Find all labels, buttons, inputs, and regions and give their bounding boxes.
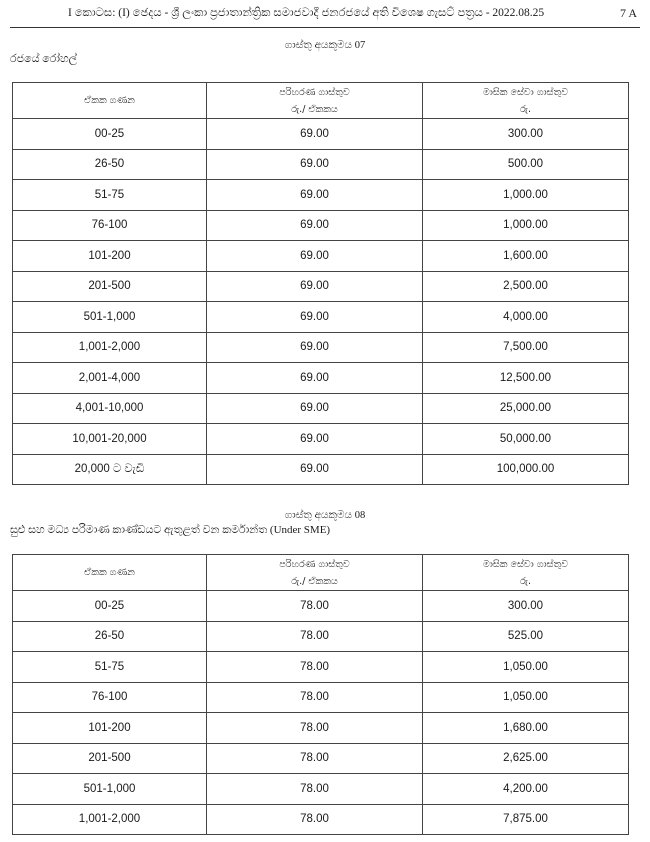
usage-charge-header-line2: රු./ ඒකකය xyxy=(291,575,338,587)
service-charge-cell: 1,050.00 xyxy=(423,652,629,683)
usage-charge-cell: 78.00 xyxy=(207,743,423,774)
table-row xyxy=(13,119,629,150)
tariff-08-subtitle: සුළු සහ මධ්‍ය පරිමාණ කාණ්ඩයට ඇතුළත් වන කර්මාන්ත (Under SME) xyxy=(10,524,331,536)
units-cell: 76-100 xyxy=(13,210,207,241)
usage-charge-column-header xyxy=(207,83,423,119)
service-charge-cell: 1,680.00 xyxy=(423,713,629,744)
page-number: 7 A xyxy=(619,6,637,20)
table-row xyxy=(13,652,629,683)
usage-charge-cell: 78.00 xyxy=(207,652,423,683)
usage-charge-column-header xyxy=(207,555,423,591)
table-row xyxy=(13,271,629,302)
usage-charge-cell: 69.00 xyxy=(207,454,423,485)
tariff-07-title: ගාස්තු අයකුමය 07 xyxy=(284,40,366,51)
units-cell: 1,001-2,000 xyxy=(13,804,207,835)
units-cell: 00-25 xyxy=(13,119,207,150)
usage-charge-cell: 78.00 xyxy=(207,682,423,713)
table-row xyxy=(13,804,629,835)
tariff-08-title: ගාස්තු අයකුමය 08 xyxy=(284,510,366,521)
service-charge-cell: 525.00 xyxy=(423,621,629,652)
table-row xyxy=(13,743,629,774)
units-cell: 4,001-10,000 xyxy=(13,393,207,424)
service-charge-cell: 50,000.00 xyxy=(423,424,629,455)
usage-charge-header-line2: රු./ ඒකකය xyxy=(291,103,338,115)
tariff-08-table xyxy=(12,554,629,835)
table-row xyxy=(13,363,629,394)
units-cell: 76-100 xyxy=(13,682,207,713)
units-cell: 51-75 xyxy=(13,180,207,211)
table-row xyxy=(13,591,629,622)
table-row xyxy=(13,454,629,485)
service-charge-header-line1: මාසික සේවා ගාස්තුව xyxy=(482,86,569,98)
service-charge-cell: 2,500.00 xyxy=(423,271,629,302)
table-row xyxy=(13,241,629,272)
service-charge-column-header xyxy=(423,83,629,119)
usage-charge-cell: 69.00 xyxy=(207,302,423,333)
usage-charge-cell: 69.00 xyxy=(207,363,423,394)
tariff-07-subtitle: රජයේ රෝහල් xyxy=(10,53,78,65)
usage-charge-cell: 69.00 xyxy=(207,271,423,302)
table-header-row xyxy=(13,83,629,119)
tariff-07-table xyxy=(12,82,629,485)
service-charge-column-header xyxy=(423,555,629,591)
table-row xyxy=(13,713,629,744)
service-charge-header-line2: රු. xyxy=(520,575,531,587)
usage-charge-cell: 69.00 xyxy=(207,393,423,424)
service-charge-cell: 4,200.00 xyxy=(423,774,629,805)
units-cell: 1,001-2,000 xyxy=(13,332,207,363)
table-row xyxy=(13,332,629,363)
service-charge-cell: 1,600.00 xyxy=(423,241,629,272)
service-charge-cell: 1,000.00 xyxy=(423,180,629,211)
units-cell: 101-200 xyxy=(13,713,207,744)
units-header-label: ඒකක ගණන xyxy=(84,95,135,106)
usage-charge-cell: 69.00 xyxy=(207,180,423,211)
units-column-header xyxy=(13,555,207,591)
usage-charge-cell: 69.00 xyxy=(207,241,423,272)
table-row xyxy=(13,682,629,713)
service-charge-cell: 7,875.00 xyxy=(423,804,629,835)
units-cell: 20,000 ට වැඩි xyxy=(13,454,207,485)
units-cell: 201-500 xyxy=(13,743,207,774)
usage-charge-cell: 69.00 xyxy=(207,149,423,180)
service-charge-cell: 4,000.00 xyxy=(423,302,629,333)
units-column-header xyxy=(13,83,207,119)
usage-charge-header-line1: පරිහරණ ගාස්තුව xyxy=(279,558,350,570)
units-cell: 2,001-4,000 xyxy=(13,363,207,394)
units-cell: 00-25 xyxy=(13,591,207,622)
table-row xyxy=(13,302,629,333)
usage-charge-cell: 78.00 xyxy=(207,621,423,652)
table-row xyxy=(13,424,629,455)
usage-charge-cell: 69.00 xyxy=(207,210,423,241)
units-cell: 10,001-20,000 xyxy=(13,424,207,455)
units-cell: 51-75 xyxy=(13,652,207,683)
service-charge-cell: 1,000.00 xyxy=(423,210,629,241)
service-charge-cell: 1,050.00 xyxy=(423,682,629,713)
units-cell: 26-50 xyxy=(13,149,207,180)
service-charge-header-line2: රු. xyxy=(520,103,531,115)
units-cell: 501-1,000 xyxy=(13,302,207,333)
gazette-header-title: I කොටස: (I) ඡෙදය - ශ්‍රී ලංකා ප්‍රජාතාන්ත්‍රික සමාජවාදී ජනරජයේ අති විශෙෂ ගැසට් පත්‍රය - 2022.08.25 xyxy=(68,7,545,19)
units-cell: 201-500 xyxy=(13,271,207,302)
usage-charge-header-line1: පරිහරණ ගාස්තුව xyxy=(279,86,350,98)
units-cell: 26-50 xyxy=(13,621,207,652)
service-charge-header-line1: මාසික සේවා ගාස්තුව xyxy=(482,558,569,570)
usage-charge-cell: 69.00 xyxy=(207,332,423,363)
usage-charge-cell: 78.00 xyxy=(207,804,423,835)
service-charge-cell: 500.00 xyxy=(423,149,629,180)
table-row xyxy=(13,774,629,805)
table-row xyxy=(13,210,629,241)
usage-charge-cell: 69.00 xyxy=(207,424,423,455)
units-cell: 501-1,000 xyxy=(13,774,207,805)
service-charge-cell: 2,625.00 xyxy=(423,743,629,774)
service-charge-cell: 300.00 xyxy=(423,119,629,150)
service-charge-cell: 100,000.00 xyxy=(423,454,629,485)
units-cell: 101-200 xyxy=(13,241,207,272)
usage-charge-cell: 78.00 xyxy=(207,774,423,805)
units-header-label: ඒකක ගණන xyxy=(84,567,135,578)
usage-charge-cell: 69.00 xyxy=(207,119,423,150)
service-charge-cell: 12,500.00 xyxy=(423,363,629,394)
usage-charge-cell: 78.00 xyxy=(207,713,423,744)
table-row xyxy=(13,149,629,180)
table-row xyxy=(13,180,629,211)
table-header-row xyxy=(13,555,629,591)
service-charge-cell: 25,000.00 xyxy=(423,393,629,424)
usage-charge-cell: 78.00 xyxy=(207,591,423,622)
gazette-header xyxy=(10,5,640,28)
table-row xyxy=(13,621,629,652)
service-charge-cell: 7,500.00 xyxy=(423,332,629,363)
service-charge-cell: 300.00 xyxy=(423,591,629,622)
table-row xyxy=(13,393,629,424)
